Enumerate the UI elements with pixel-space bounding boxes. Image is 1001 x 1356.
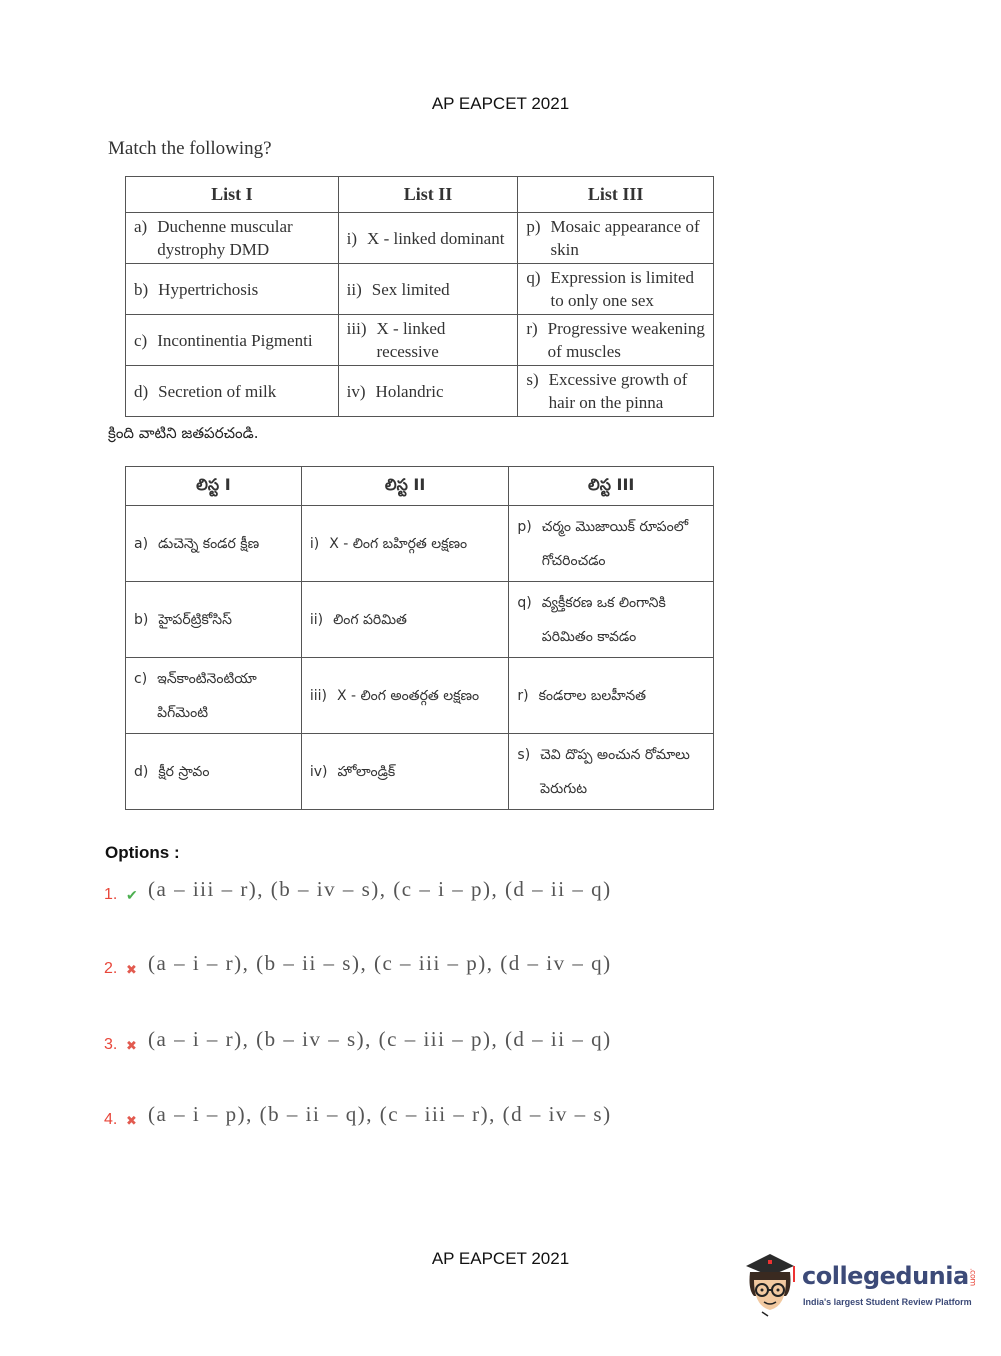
match-table-telugu: [125, 466, 714, 810]
item-key: iii): [346, 319, 367, 338]
item-key: r): [517, 687, 529, 704]
option-number: 3.: [104, 1036, 118, 1053]
option-3[interactable]: [104, 1024, 612, 1054]
list-3-item: చర్మం మొజాయిక్ రూపంలో గోచరించడం: [541, 518, 689, 569]
table-row: [126, 366, 714, 417]
list-3-item: Excessive growth of hair on the pinna: [548, 370, 688, 412]
list-2-item: లింగ పరిమిత: [333, 611, 407, 628]
item-key: c): [134, 330, 148, 350]
item-key: s): [517, 746, 531, 763]
item-key: c): [134, 670, 148, 687]
item-key: b): [134, 611, 149, 628]
item-key: d): [134, 381, 149, 401]
cross-icon: ✖: [126, 1038, 137, 1053]
item-key: iii): [309, 687, 327, 704]
item-key: ii): [346, 279, 362, 299]
cross-icon: ✖: [126, 1113, 137, 1128]
list-3-item: Progressive weakening of muscles: [547, 319, 705, 361]
cross-icon: ✖: [126, 962, 137, 977]
list-2-item: X - linked recessive: [376, 319, 446, 361]
column-header-list-3: లిస్ట III: [509, 467, 714, 506]
option-text: (a – i – p), (b – ii – q), (c – iii – r), (d – iv – s): [148, 1102, 612, 1126]
list-2-item: X - linked dominant: [367, 228, 505, 248]
item-key: p): [526, 217, 541, 236]
table-row: [126, 315, 714, 366]
list-2-item: హోలాండ్రిక్: [337, 763, 396, 780]
check-icon: ✔: [126, 887, 138, 903]
page-footer-title: AP EAPCET 2021: [431, 1249, 570, 1268]
option-text: (a – i – r), (b – iv – s), (c – iii – p), (d – ii – q): [148, 1027, 612, 1051]
option-number: 2.: [104, 960, 118, 977]
logo-wordmark[interactable]: collegedunia.com: [802, 1262, 978, 1290]
list-1-item: Hypertrichosis: [158, 279, 259, 299]
list-3-item: కండరాల బలహీనత: [538, 687, 647, 704]
column-header-list-1: List I: [126, 177, 339, 213]
item-key: a): [134, 217, 148, 236]
column-header-list-3: List III: [518, 177, 714, 213]
column-header-list-2: List II: [338, 177, 518, 213]
option-text: (a – i – r), (b – ii – s), (c – iii – p), (d – iv – q): [148, 951, 612, 975]
item-key: iv): [309, 763, 328, 780]
column-header-list-1: లిస్ట I: [126, 467, 302, 506]
list-1-item: ఇన్‌కాంటినెంటియా పిగ్‌మెంటి: [157, 670, 257, 721]
logo-suffix: .com: [968, 1268, 978, 1286]
logo-tagline: India's largest Student Review Platform: [803, 1297, 972, 1307]
list-2-item: X - లింగ బహిర్గత లక్షణం: [329, 535, 468, 552]
list-1-item: Incontinentia Pigmenti: [157, 330, 313, 350]
item-key: a): [134, 535, 149, 552]
match-table-english: [125, 176, 714, 417]
item-key: p): [517, 518, 532, 535]
options-heading: Options :: [105, 843, 180, 862]
telugu-instruction: క్రింది వాటిని జతపరచండి.: [108, 424, 259, 442]
table-row: [126, 506, 714, 582]
item-key: r): [526, 319, 538, 338]
column-header-list-2: లిస్ట II: [301, 467, 509, 506]
list-2-item: Holandric: [375, 381, 444, 401]
page-header-title: AP EAPCET 2021: [431, 94, 570, 113]
option-2[interactable]: [104, 948, 612, 978]
list-3-item: వ్యక్తీకరణ ఒక లింగానికి పరిమితం కావడం: [541, 594, 666, 645]
list-1-item: డుచెన్నె కండర క్షీణ: [158, 535, 260, 552]
list-1-item: హైపర్‌ట్రికోసిస్: [158, 611, 232, 628]
list-2-item: X - లింగ అంతర్గత లక్షణం: [336, 687, 480, 704]
list-2-item: Sex limited: [371, 279, 450, 299]
item-key: b): [134, 279, 149, 299]
list-3-item: చెవి దొప్ప అంచున రోమాలు పెరుగుట: [540, 746, 690, 797]
option-1[interactable]: [104, 874, 612, 904]
table-row: [126, 264, 714, 315]
list-1-item: క్షీర స్రావం: [158, 763, 210, 780]
question-prompt: Match the following?: [108, 138, 272, 159]
table-row: [126, 658, 714, 734]
option-number: 4.: [104, 1111, 118, 1128]
list-1-item: Duchenne muscular dystrophy DMD: [157, 217, 293, 259]
list-1-item: Secretion of milk: [158, 381, 277, 401]
table-row: [126, 734, 714, 810]
table-header-row: [126, 177, 714, 213]
list-3-item: Mosaic appearance of skin: [550, 217, 700, 259]
table-row: [126, 582, 714, 658]
item-key: i): [309, 535, 320, 552]
table-header-row: [126, 467, 714, 506]
item-key: d): [134, 763, 149, 780]
item-key: iv): [346, 381, 366, 401]
table-row: [126, 213, 714, 264]
option-text: (a – iii – r), (b – iv – s), (c – i – p), (d – ii – q): [148, 877, 612, 901]
item-key: q): [526, 268, 541, 287]
item-key: ii): [309, 611, 324, 628]
option-number: 1.: [104, 886, 118, 903]
list-3-item: Expression is limited to only one sex: [550, 268, 695, 310]
option-4[interactable]: [104, 1099, 612, 1129]
item-key: s): [526, 370, 539, 389]
logo-mascot-icon: [742, 1250, 804, 1318]
item-key: q): [517, 594, 532, 611]
item-key: i): [346, 228, 358, 248]
